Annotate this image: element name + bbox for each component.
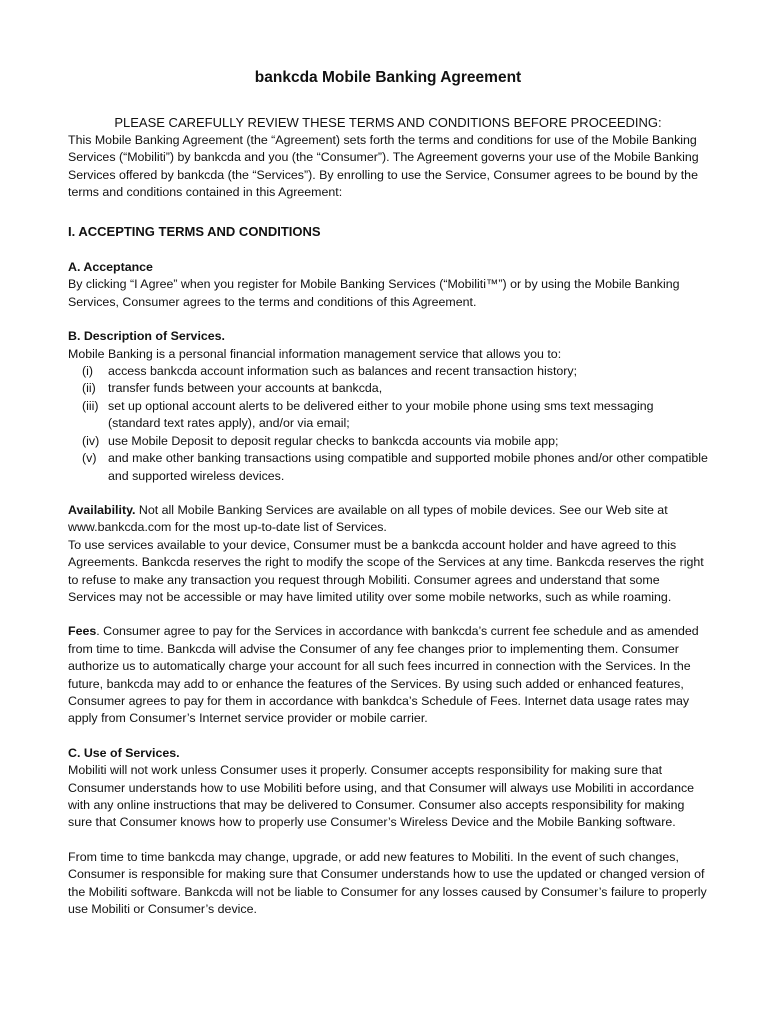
list-item-number: (i) — [82, 364, 94, 379]
description-heading: B. Description of Services. — [68, 329, 226, 344]
list-item — [68, 398, 708, 433]
use-text-2: From time to time bankcda may change, upgrade, or add new features to Mobiliti. In the event of such changes, Consumer is responsible for making sure that Consumer understands how to use the updated or changed version of the Mobiliti software. Bankcda will not be liable to Consumer for any losses caused by Consumer’s failure to properly use Mobiliti or Consumer’s device. — [68, 849, 707, 917]
list-item-number: (ii) — [82, 381, 96, 396]
changes-section — [68, 849, 708, 919]
availability-label: Availability. — [68, 502, 136, 517]
list-item — [68, 450, 708, 485]
fees-paragraph — [68, 623, 708, 727]
availability-text: Not all Mobile Banking Services are available on all types of mobile devices. See our Web site at www.bankcda.com for the most up-to-date list of Services. — [68, 502, 668, 535]
fees-text: . Consumer agree to pay for the Services in accordance with bankcda’s current fee schedule and as amended from time to time. Bankcda will advise the Consumer of any fee changes prior to implementing them. Consumer authorize us to automatically charge your account for all such fees incurred in connection with the Services. In the future, bankcda may add to or enhance the features of the Services. By using such added or enhanced features, Consumer agrees to pay for them in accordance with bankdca’s Schedule of Fees. Internet data usage rates may apply from Consumer’s Internet service provider or mobile carrier. — [68, 624, 699, 726]
list-item — [68, 363, 708, 380]
list-item-text: set up optional account alerts to be delivered either to your mobile phone using sms text messaging (standard text rates apply), and/or via email; — [108, 398, 654, 431]
services-list — [68, 363, 708, 485]
document-page — [68, 68, 708, 935]
intro-paragraph: This Mobile Banking Agreement (the “Agreement) sets forth the terms and conditions for use of the Mobile Banking Services (“Mobiliti”) by bankcda and you (the “Consumer”). The Agreement governs your use of the Mobile Banking Services offered by bankcda (the “Services”). By enrolling to use the Service, Consumer agrees to be bound by the terms and conditions contained in this Agreement: — [68, 133, 699, 200]
section-heading-accepting-terms: I. ACCEPTING TERMS AND CONDITIONS — [68, 223, 321, 239]
list-item — [68, 380, 708, 397]
availability-text-2: To use services available to your device, Consumer must be a bankcda account holder and have agreed to this Agreements. Bankcda reserves the right to modify the scope of the Services at any time. Bankcda reserves the right to refuse to make any transaction you request through Mobiliti. Consumer agrees and understand that some Services may not be accessible or may have limited utility over some mobile networks, such as while roaming. — [68, 537, 704, 604]
acceptance-text: By clicking “I Agree” when you register for Mobile Banking Services (“Mobiliti™”) or by using the Mobile Banking Services, Consumer agrees to the terms and conditions of this Agreement. — [68, 277, 680, 309]
fees-section — [68, 623, 708, 727]
fees-label: Fees — [68, 624, 97, 639]
list-item-text: access bankcda account information such as balances and recent transaction history; — [108, 364, 578, 379]
list-item-number: (v) — [82, 451, 97, 466]
description-section — [68, 328, 708, 485]
description-intro: Mobile Banking is a personal financial information management service that allows you to: — [68, 346, 562, 361]
availability-section — [68, 502, 708, 606]
list-item-number: (iii) — [82, 398, 99, 413]
use-text: Mobiliti will not work unless Consumer uses it properly. Consumer accepts responsibility for making sure that Consumer understands how to use Mobiliti before using, and that Consumer will always use Mobiliti in accordance with any online instructions that may be delivered to Consumer. Consumer also accepts responsibility for making sure that Consumer knows how to properly use Consumer’s Wireless Device and the Mobile Banking software. — [68, 763, 695, 830]
list-item-text: transfer funds between your accounts at bankcda, — [108, 381, 383, 396]
list-item-text: and make other banking transactions using compatible and supported mobile phones and/or other compatible and supported wireless devices. — [108, 451, 708, 483]
list-item-text: use Mobile Deposit to deposit regular checks to bankcda accounts via mobile app; — [108, 433, 559, 448]
availability-paragraph — [68, 502, 708, 537]
list-item — [68, 433, 708, 450]
document-title: bankcda Mobile Banking Agreement — [254, 69, 522, 86]
use-section — [68, 745, 708, 832]
list-item-number: (iv) — [82, 433, 100, 448]
acceptance-section — [68, 259, 708, 311]
review-notice: PLEASE CAREFULLY REVIEW THESE TERMS AND CONDITIONS BEFORE PROCEEDING: — [114, 115, 662, 130]
acceptance-heading: A. Acceptance — [68, 260, 153, 275]
use-heading: C. Use of Services. — [68, 745, 180, 760]
